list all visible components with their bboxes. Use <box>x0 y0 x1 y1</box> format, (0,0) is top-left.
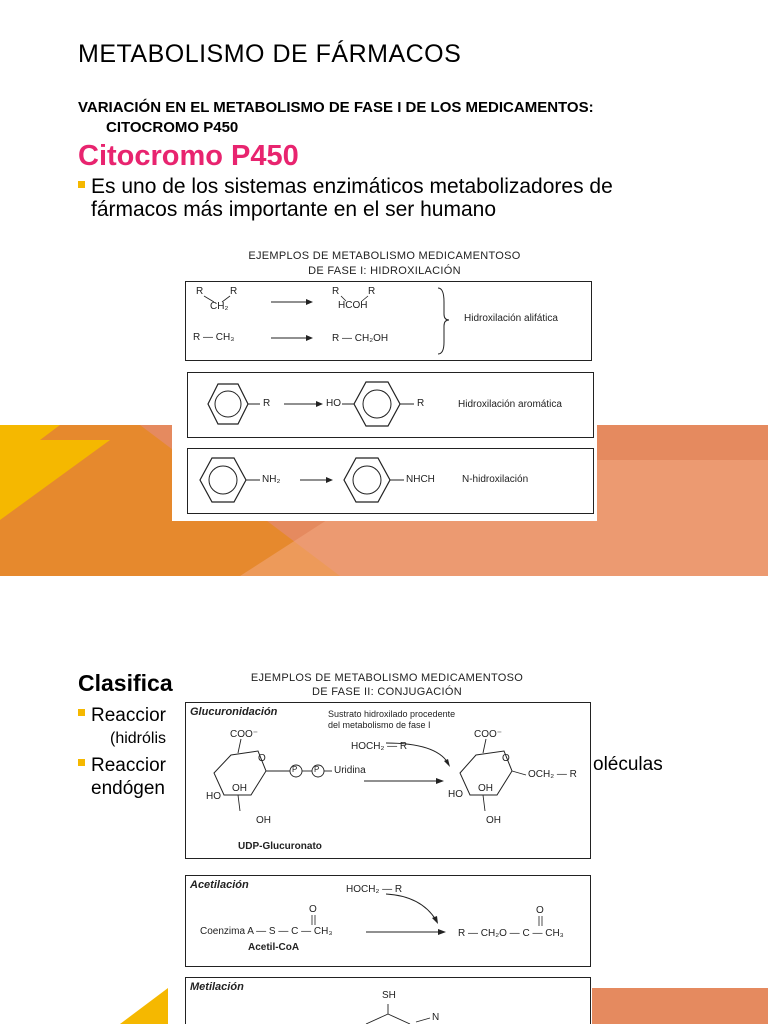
phosphate-label: P <box>292 765 298 774</box>
aliphatic-label: Hidroxilación alifática <box>464 313 558 324</box>
r-ch2oh-label: R — CH₂OH <box>332 333 389 344</box>
glucuronidation-box <box>185 702 591 859</box>
o-label: O <box>258 753 266 764</box>
aliphatic-arrows <box>186 282 591 360</box>
n-hydroxylation-structures <box>188 449 593 513</box>
slide-subtitle <box>78 98 594 138</box>
nhch-label: NHCH <box>406 474 435 485</box>
section-heading: Citocromo P450 <box>78 140 299 172</box>
figure-title-line-1: EJEMPLOS DE METABOLISMO MEDICAMENTOSO <box>250 672 524 684</box>
oh-label: OH <box>486 815 501 826</box>
methylation-label: Metilación <box>190 981 244 993</box>
bullet-line-2: fármacos más importante en el ser humano <box>91 198 497 221</box>
n-label: N <box>432 1012 440 1023</box>
bullet-2-line-2: endógen <box>91 778 165 799</box>
n-hydroxylation-box <box>187 448 594 514</box>
bullet-square-icon <box>78 181 85 188</box>
svg-text:O: O <box>536 905 544 916</box>
r-label: R <box>368 286 376 297</box>
hydroxylation-figure <box>172 240 597 521</box>
bullet-1-paren: (hidrólis <box>110 730 167 747</box>
aliphatic-box <box>185 281 592 361</box>
hcoh-label: HCOH <box>338 300 368 311</box>
aromatic-box <box>187 372 594 438</box>
aromatic-label: Hidroxilación aromática <box>458 399 562 410</box>
r-label: R <box>332 286 340 297</box>
sh-label: SH <box>382 990 396 1001</box>
gluc-note-line-1: Sustrato hidroxilado procedente <box>328 709 456 719</box>
methylation-structure <box>186 978 590 1024</box>
udp-label: UDP-Glucuronato <box>238 841 322 852</box>
r-label: R <box>196 286 204 297</box>
o-label: O <box>502 753 510 764</box>
oh-label: OH <box>256 815 271 826</box>
oh-label: OH <box>232 783 247 794</box>
bullet-item <box>78 175 613 221</box>
hoch2r-label: HOCH₂ — R <box>351 741 408 752</box>
bullet-line-1: Es uno de los sistemas enzimáticos metabolizadores de <box>91 175 613 198</box>
slide-title: METABOLISMO DE FÁRMACOS <box>78 40 462 68</box>
r-label: R <box>417 398 425 409</box>
uridina-label: Uridina <box>334 765 366 776</box>
subtitle-line-1: VARIACIÓN EN EL METABOLISMO DE FASE I DE LOS MEDICAMENTOS: <box>78 99 594 116</box>
glucuronidation-label: Glucuronidación <box>190 706 278 718</box>
acetylation-left: Coenzima A — S — C — CH₃ <box>200 926 333 937</box>
acetil-coa-label: Acetil-CoA <box>248 942 300 953</box>
glucuronidation-structures <box>186 703 590 858</box>
acetylation-arrows <box>186 876 590 966</box>
r-label: R <box>230 286 238 297</box>
coo-label: COO⁻ <box>474 729 503 740</box>
ho-label: HO <box>326 398 341 409</box>
figure-title-line-1: EJEMPLOS DE METABOLISMO MEDICAMENTOSO <box>248 250 521 262</box>
bullet-square-icon <box>78 759 85 766</box>
figure-title-line-2: DE FASE II: CONJUGACIÓN <box>312 686 462 698</box>
nh2-label: NH₂ <box>262 474 281 485</box>
bullet-2-right-text: oléculas <box>593 754 663 775</box>
bullet-2-text: Reaccior <box>91 755 166 776</box>
acetylation-right: R — CH₂O — C — CH₃ <box>458 928 564 939</box>
och2r-label: OCH₂ — R <box>528 769 577 780</box>
r-ch3-label: R — CH₃ <box>193 332 235 343</box>
bullet-square-icon <box>78 709 85 716</box>
slide-2 <box>0 576 768 1024</box>
acetylation-label: Acetilación <box>190 879 249 891</box>
coo-label: COO⁻ <box>230 729 259 740</box>
bullet-1-text: Reaccior <box>91 705 166 726</box>
bullet-item-1 <box>78 704 166 727</box>
r-label: R <box>263 398 271 409</box>
methylation-box <box>185 977 591 1024</box>
phosphate-label: P <box>314 765 320 774</box>
n-hydroxylation-label: N-hidroxilación <box>462 474 529 485</box>
figure-title-line-2: DE FASE I: HIDROXILACIÓN <box>308 265 461 277</box>
conjugation-figure <box>182 668 592 1024</box>
subtitle-line-2: CITOCROMO P450 <box>106 119 239 136</box>
bullet-item-2 <box>78 754 166 800</box>
acetylation-box <box>185 875 591 967</box>
ho-label: HO <box>206 791 221 802</box>
svg-text:O: O <box>309 904 317 915</box>
acetylation-reagent: HOCH₂ — R <box>346 884 403 895</box>
ch2-label: CH₂ <box>210 301 229 312</box>
gluc-note-line-2: del metabolismo de fase I <box>328 720 431 730</box>
ho-label: HO <box>448 789 463 800</box>
classification-heading: Clasifica <box>78 670 173 696</box>
oh-label: OH <box>478 783 493 794</box>
